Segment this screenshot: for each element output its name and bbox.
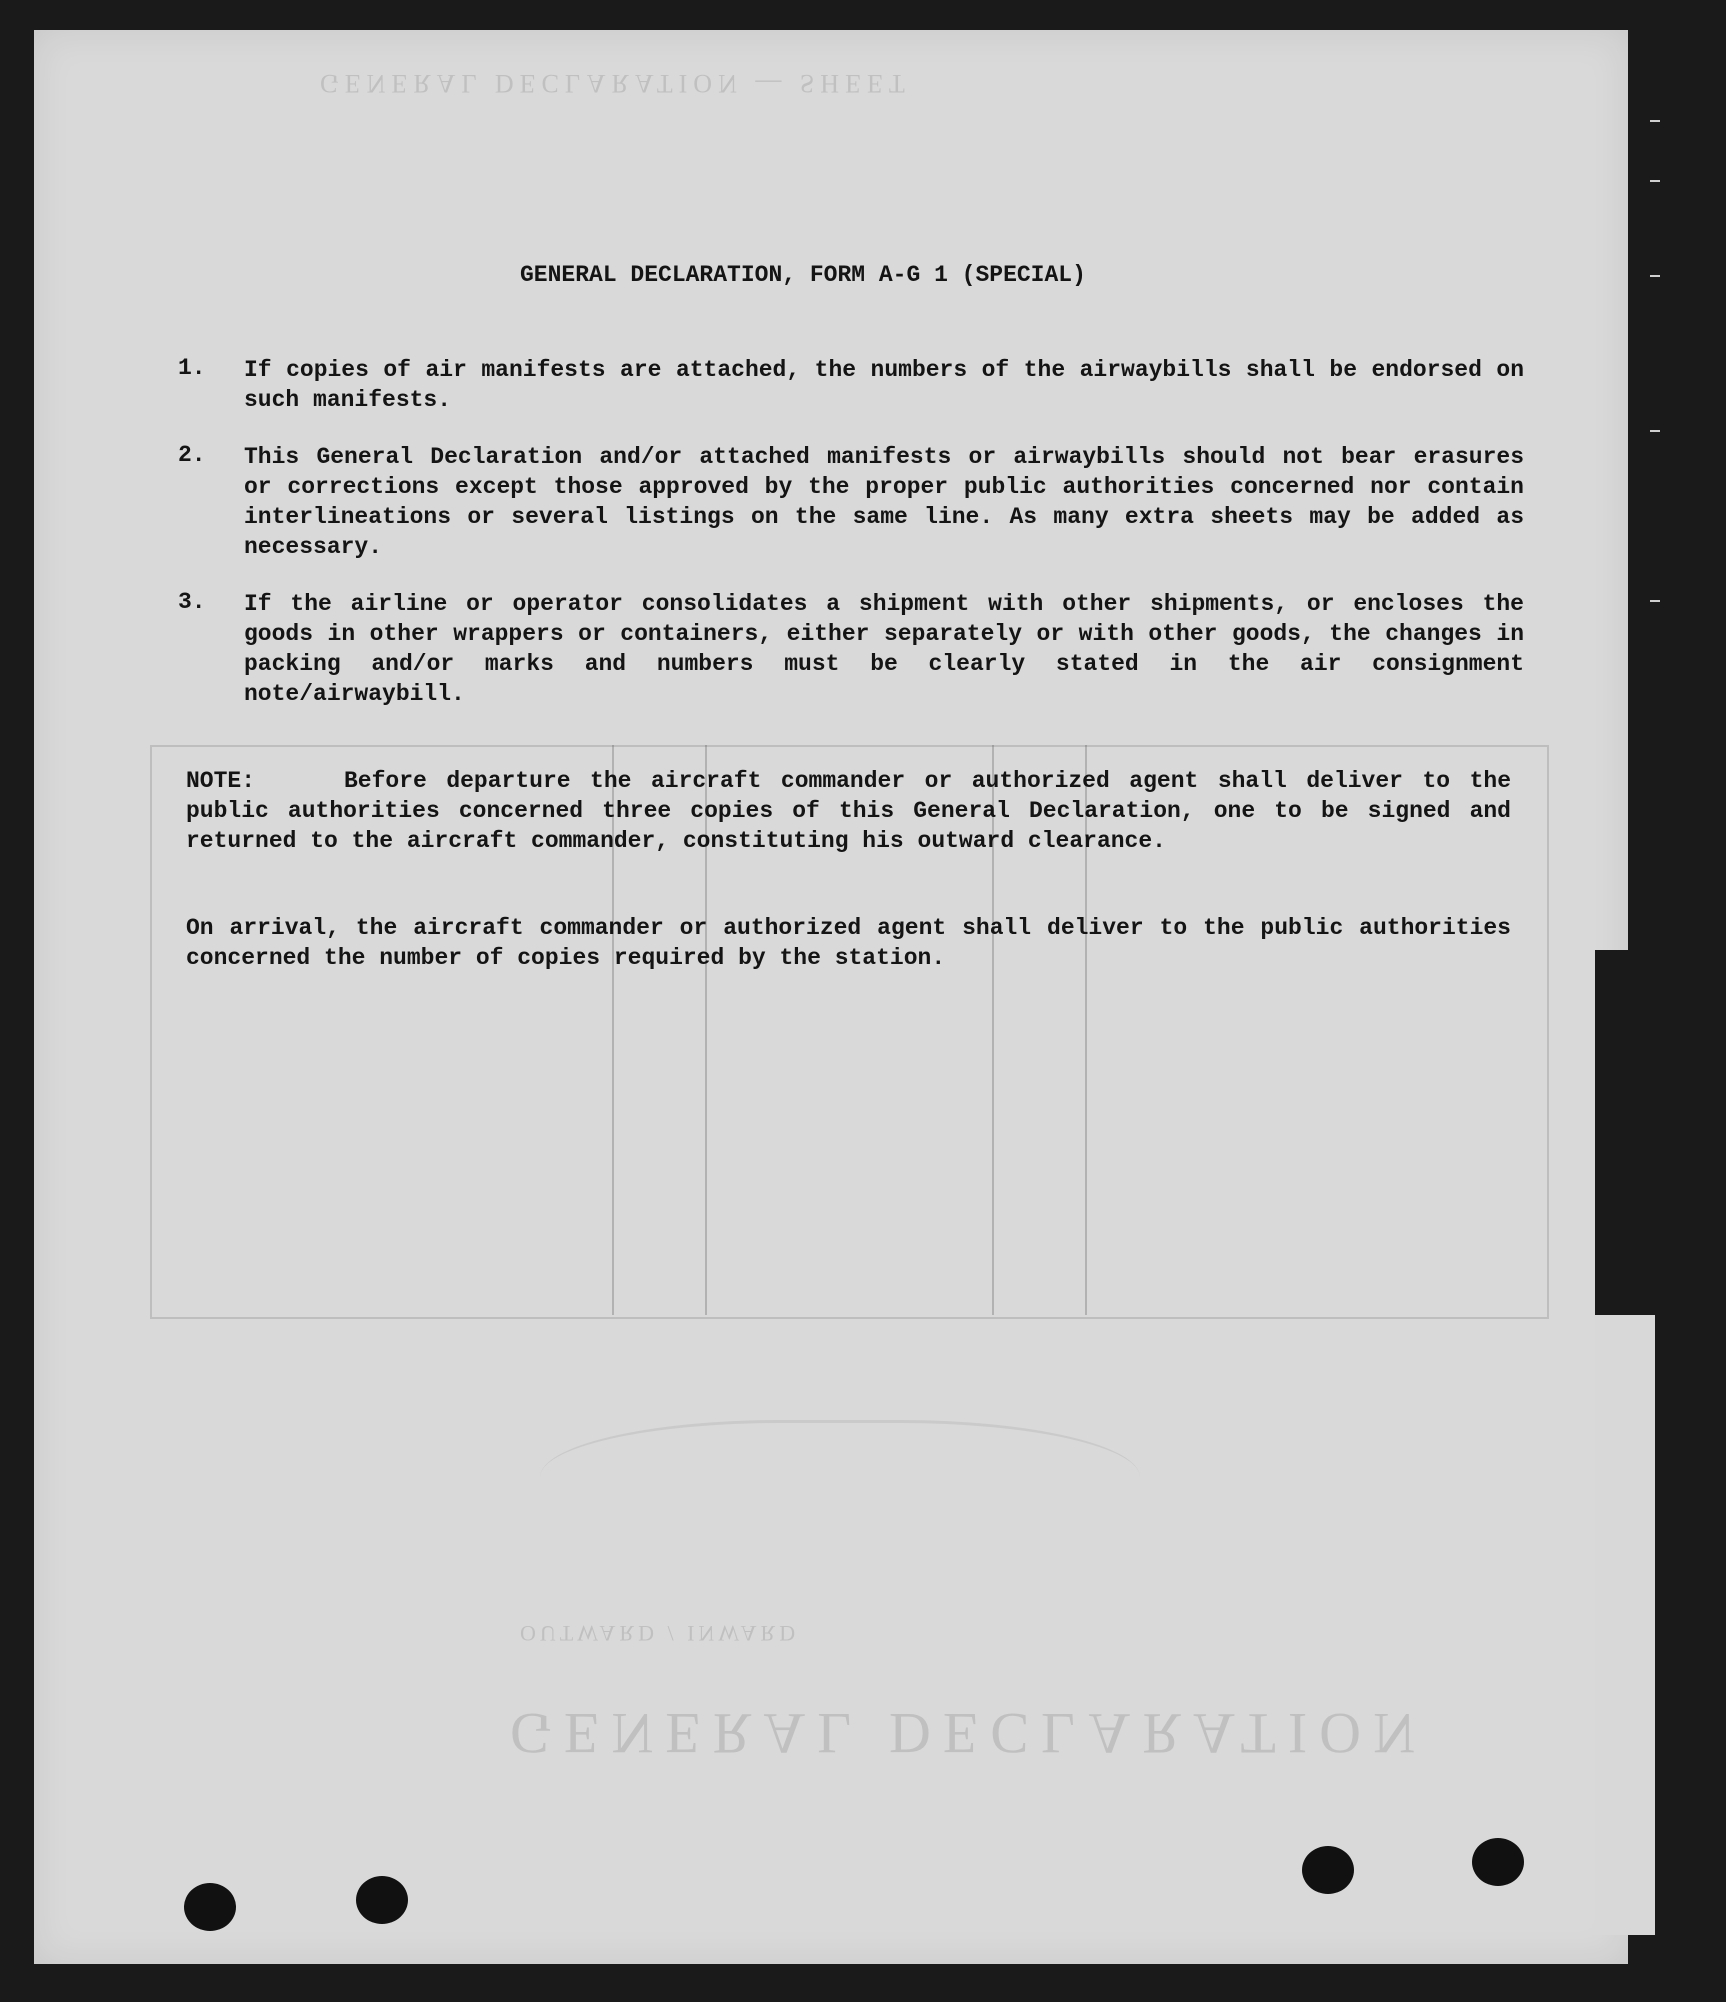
document-title: GENERAL DECLARATION, FORM A-G 1 (SPECIAL) [520,262,1086,288]
item-number: 2. [178,442,206,468]
arrival-paragraph: On arrival, the aircraft commander or authorized agent shall deliver to the public authorities concerned the number of copies required by the station. [186,915,1511,971]
item-text: If copies of air manifests are attached, the numbers of the airwaybills shall be endorsed on such manifests. [244,357,1524,413]
bleed-through-subtitle: OUTWARD / INWARD [520,1621,800,1646]
item-number: 1. [178,355,206,381]
bleed-through-title: GENERAL DECLARATION [510,1701,1427,1766]
item-text: If the airline or operator consolidates a shipment with other shipments, or encloses the goods in other wrappers or containers, either separately or with other goods, the changes in packing and/or marks and numbers must be clearly stated in the air consignment note/airwaybill. [244,591,1524,707]
item-text: This General Declaration and/or attached manifests or airwaybills should not bear erasures or corrections except those approved by the proper public authorities concerned nor contain interlineations or several listings on the same line. As many extra sheets may be added as necessary. [244,444,1524,560]
bleed-through-top: GENERAL DECLARATION — SHEET [320,69,911,98]
note-paragraph [186,766,1511,856]
item-number: 3. [178,589,206,615]
note-label: NOTE: [186,768,256,794]
note-text: Before departure the aircraft commander or authorized agent shall deliver to the public authorities concerned three copies of this General Declaration, one to be signed and returned to the aircraft commander, constituting his outward clearance. [186,768,1511,854]
